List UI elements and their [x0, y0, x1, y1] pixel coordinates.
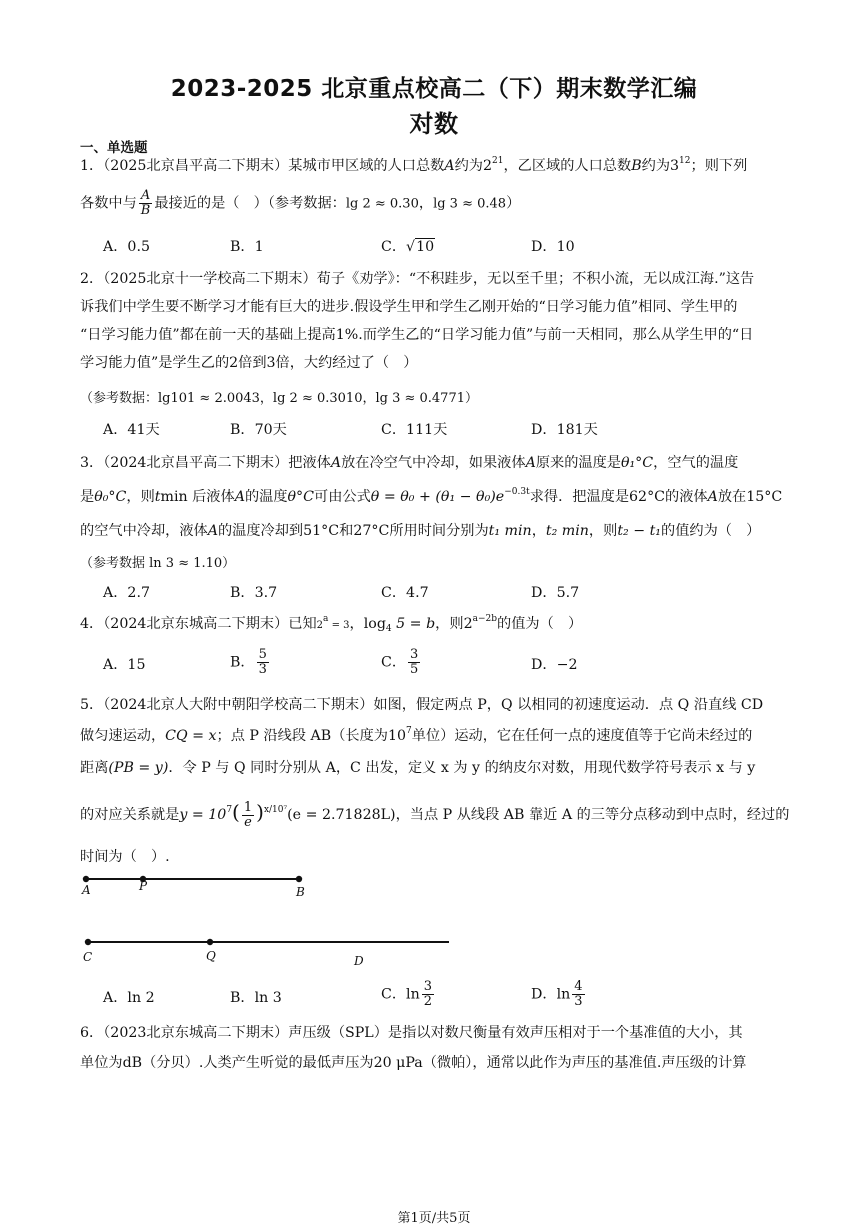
page-subtitle: 对数: [409, 110, 459, 138]
option-b[interactable]: B．ln 3: [230, 990, 282, 1006]
option-c[interactable]: C．ln $\frac{3}{2}$: [381, 979, 432, 1009]
option-a[interactable]: A．0.5: [103, 239, 150, 255]
question-3-reference: （参考数据 ln 3 ≈ 1.10）: [80, 556, 236, 571]
section-heading: 一、单选题: [80, 140, 148, 156]
question-2-line-2: 诉我们中学生要不断学习才能有巨大的进步.假设学生甲和学生乙刚开始的“日学习能力值”相同、学生甲的: [80, 299, 738, 315]
question-5-line-4: 的对应关系就是$y = 10^7$( $\frac{1}{e}$ )$^{x/10^7}$(e = 2.71828L)，当点 P 从线段 AB 靠近 A 的三等分点移动到中点时，经过的: [80, 799, 790, 830]
question-2-line-3: “日学习能力值”都在前一天的基础上提高1%.而学生乙的“日学习能力值”与前一天相同，那么从学生甲的“日: [80, 327, 754, 343]
option-b[interactable]: B． $\frac{5}{3}$: [230, 647, 267, 677]
question-3-line-1: 3．（2024北京昌平高二下期末）把液体A放在冷空气中冷却，如果液体A原来的温度是θ₁°C，空气的温度: [80, 455, 739, 471]
option-d[interactable]: D．10: [531, 239, 575, 255]
option-c[interactable]: C． $\frac{3}{5}$: [381, 647, 419, 677]
option-d[interactable]: D．−2: [531, 657, 578, 673]
question-5-line-2: 做匀速运动，CQ = x；点 P 沿线段 AB（长度为$10^7$单位）运动，它在任何一点的速度值等于它尚未经过的: [80, 726, 753, 744]
option-d[interactable]: D．ln $\frac{4}{3}$: [531, 979, 583, 1009]
option-b[interactable]: B．1: [230, 239, 264, 255]
question-5-line-3: 距离(PB = y)．令 P 与 Q 同时分别从 A，C 出发，定义 x 为 y 的纳皮尔对数，用现代数学符号表示 x 与 y: [80, 760, 756, 776]
option-a[interactable]: A．2.7: [103, 585, 150, 601]
option-c[interactable]: C．√10: [381, 239, 435, 255]
option-b[interactable]: B．70天: [230, 422, 287, 438]
question-1-line-2: 各数中与 $\frac{A}{B}$ 最接近的是（ ）（参考数据：lg 2 ≈ 0.30，lg 3 ≈ 0.48）: [80, 188, 521, 218]
option-b[interactable]: B．3.7: [230, 585, 278, 601]
label-p: P: [139, 879, 148, 893]
page-title: 2023-2025 北京重点校高二（下）期末数学汇编: [170, 76, 698, 102]
question-2-line-4: 学习能力值”是学生乙的2倍到3倍，大约经过了（ ）: [80, 355, 418, 371]
question-3-line-3: 的空气中冷却，液体A的温度冷却到51°C和27°C所用时间分别为t₁ min，t₂ min，则t₂ − t₁的值约为（ ）: [80, 523, 761, 539]
question-6-line-2: 单位为dB（分贝）.人类产生听觉的最低声压为20 μPa（微帕），通常以此作为声压的基准值.声压级的计算: [80, 1055, 747, 1071]
option-c[interactable]: C．4.7: [381, 585, 429, 601]
question-4-line-1: 4．（2024北京东城高二下期末）已知$2^a = 3$，$\log_4 5 = b$，则$2^{a-2b}$的值为（ ）: [80, 614, 583, 634]
option-a[interactable]: A．41天: [103, 422, 160, 438]
point-c: [85, 939, 91, 945]
question-3-line-2: 是θ₀°C，则tmin 后液体A的温度θ°C可由公式$\theta = \theta_0 + (\theta_1 - \theta_0)e^{-0.3t}$求得．把温度是62°C的液体A放在15°C: [80, 487, 783, 505]
question-2-reference: （参考数据：lg101 ≈ 2.0043，lg 2 ≈ 0.3010，lg 3 ≈ 0.4771）: [80, 391, 478, 406]
point-a: [83, 876, 89, 882]
option-a[interactable]: A．15: [103, 657, 146, 673]
label-a: A: [82, 883, 91, 897]
question-2-line-1: 2．（2025北京十一学校高二下期末）荀子《劝学》：“不积跬步，无以至千里；不积小流，无以成江海.”这告: [80, 271, 755, 287]
label-b: B: [296, 885, 305, 899]
option-d[interactable]: D．181天: [531, 422, 598, 438]
question-1-line-1: 1．（2025北京昌平高二下期末）某城市甲区域的人口总数A约为$2^{21}$，乙区域的人口总数B约为$3^{12}$；则下列: [80, 156, 748, 174]
point-b: [296, 876, 302, 882]
option-a[interactable]: A．ln 2: [103, 990, 155, 1006]
question-5-line-5: 时间为（ ）.: [80, 849, 170, 865]
option-c[interactable]: C．111天: [381, 422, 448, 438]
question-5-line-1: 5．（2024北京人大附中朝阳学校高二下期末）如图，假定两点 P，Q 以相同的初速度运动．点 Q 沿直线 CD: [80, 697, 764, 713]
point-q: [207, 939, 213, 945]
label-d: D: [354, 954, 364, 968]
label-c: C: [83, 950, 93, 964]
page-footer: 第1页/共5页: [397, 1211, 471, 1226]
fraction-a-over-b: $\frac{A}{B}$: [140, 188, 151, 218]
option-d[interactable]: D．5.7: [531, 585, 580, 601]
question-6-line-1: 6．（2023北京东城高二下期末）声压级（SPL）是指以对数尺衡量有效声压相对于一个基准值的大小，其: [80, 1025, 743, 1041]
label-q: Q: [206, 949, 216, 963]
